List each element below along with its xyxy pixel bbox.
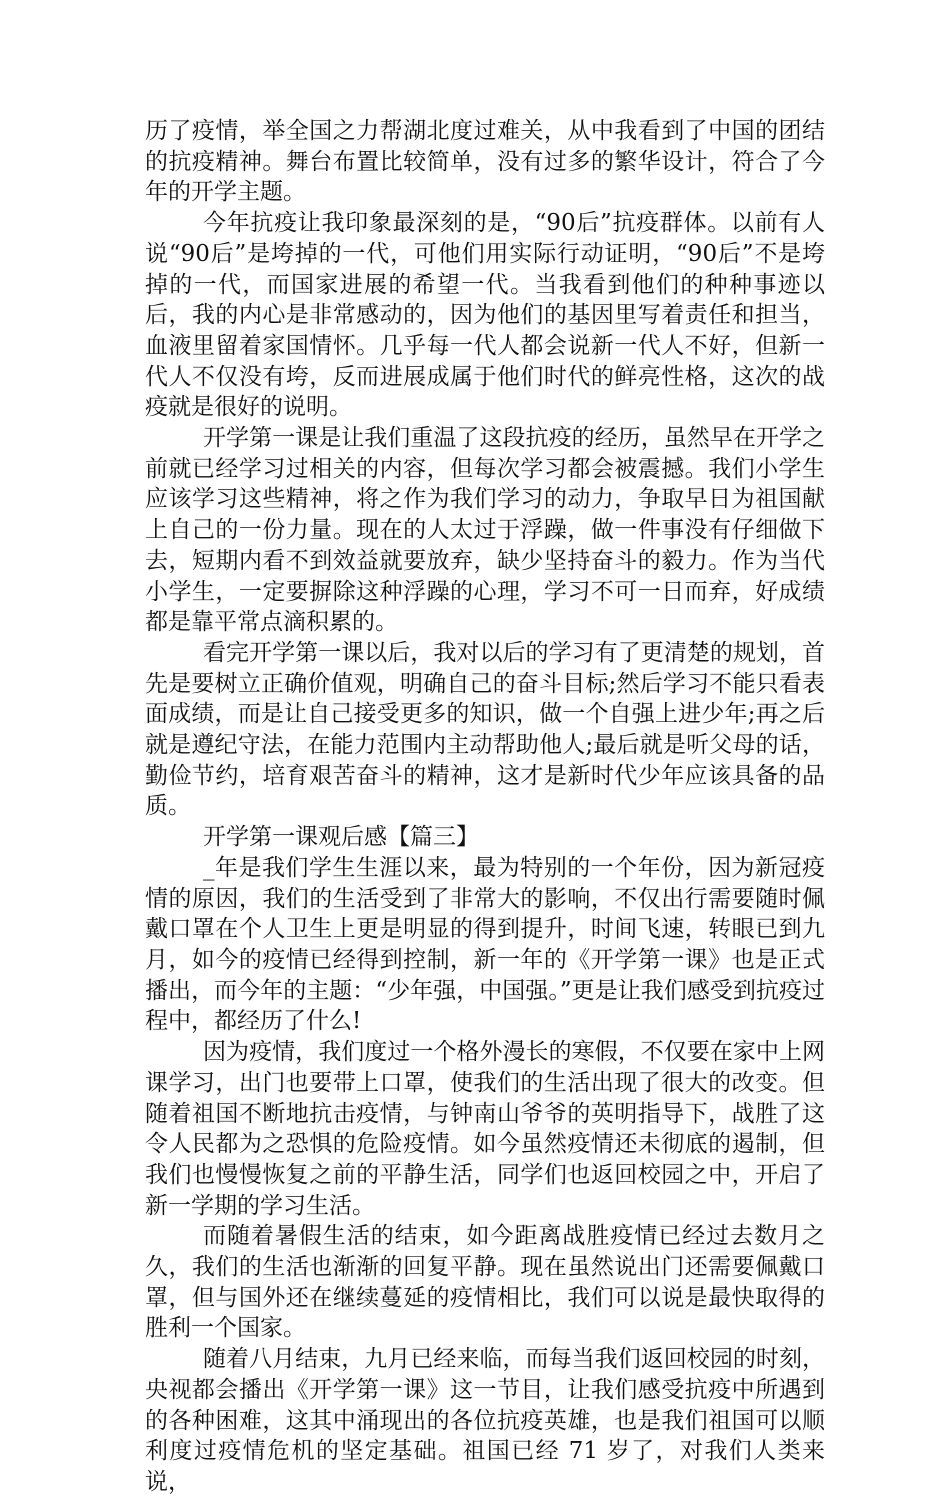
paragraph-first-lesson: 开学第一课是让我们重温了这段抗疫的经历，虽然早在开学之前就已经学习过相关的内容，但每次学习都会被震撼。我们小学生应该学习这些精神，将之作为我们学习的动力，争取早日为祖国献上自己的一份力量。现在的人太过于浮躁，做一件事没有仔细做下去，短期内看不到效益就要放弃，缺少坚持奋斗的毅力。作为当代小学生，一定要摒除这种浮躁的心理，学习不可一日而弃，好成绩都是靠平常点滴积累的。 — [145, 425, 825, 636]
paragraph-special-year: _年是我们学生生涯以来，最为特别的一个年份，因为新冠疫情的原因，我们的生活受到了非常大的影响，不仅出行需要随时佩戴口罩在个人卫生上更是明显的得到提升，时间飞速，转眼已到九月，如今的疫情已经得到控制，新一年的《开学第一课》也是正式播出，而今年的主题：“少年强，中国强。”更是让我们感受到抗疫过程中，都经历了什么! — [145, 854, 825, 1035]
paragraph-post90s: 今年抗疫让我印象最深刻的是，“90后”抗疫群体。以前有人说“90后”是垮掉的一代，可他们用实际行动证明，“90后”不是垮掉的一代，而国家进展的希望一代。当我看到他们的种种事迹以后，我的内心是非常感动的，因为他们的基因里写着责任和担当，血液里留着家国情怀。几乎每一代人都会说新一代人不好，但新一代人不仅没有垮，反而进展成属于他们时代的鲜亮性格，这次的战疫就是很好的说明。 — [145, 210, 825, 421]
paragraph-september: 随着八月结束，九月已经来临，而每当我们返回校园的时刻，央视都会播出《开学第一课》这一节目，让我们感受抗疫中所遇到的各种困难，这其中涌现出的各位抗疫英雄，也是我们祖国可以顺利度过疫情危机的坚定基础。祖国已经 71 岁了，对我们人类来说， — [145, 1346, 825, 1495]
paragraph-study-plan: 看完开学第一课以后，我对以后的学习有了更清楚的规划，首先是要树立正确价值观，明确自己的奋斗目标;然后学习不能只看表面成绩，而是让自己接受更多的知识，做一个自强上进少年;再之后就是遵纪守法，在能力范围内主动帮助他人;最后就是听父母的话，勤俭节约，培育艰苦奋斗的精神，这才是新时代少年应该具备的品质。 — [145, 639, 825, 820]
paragraph-continued: 历了疫情，举全国之力帮湖北度过难关，从中我看到了中国的团结的抗疫精神。舞台布置比较简单，没有过多的繁华设计，符合了今年的开学主题。 — [145, 118, 825, 206]
paragraph-winter-break: 因为疫情，我们度过一个格外漫长的寒假，不仅要在家中上网课学习，出门也要带上口罩，使我们的生活出现了很大的改变。但随着祖国不断地抗击疫情，与钟南山爷爷的英明指导下，战胜了这令人民都为之恐惧的危险疫情。如今虽然疫情还未彻底的遏制，但我们也慢慢恢复之前的平静生活，同学们也返回校园之中，开启了新一学期的学习生活。 — [145, 1039, 825, 1219]
document-body — [145, 116, 825, 1498]
paragraph-summer-end: 而随着暑假生活的结束，如今距离战胜疫情已经过去数月之久，我们的生活也渐渐的回复平静。现在虽然说出门还需要佩戴口罩，但与国外还在继续蔓延的疫情相比，我们可以说是最快取得的胜利一个国家。 — [145, 1223, 825, 1342]
section-heading: 开学第一课观后感【篇三】 — [203, 824, 479, 851]
